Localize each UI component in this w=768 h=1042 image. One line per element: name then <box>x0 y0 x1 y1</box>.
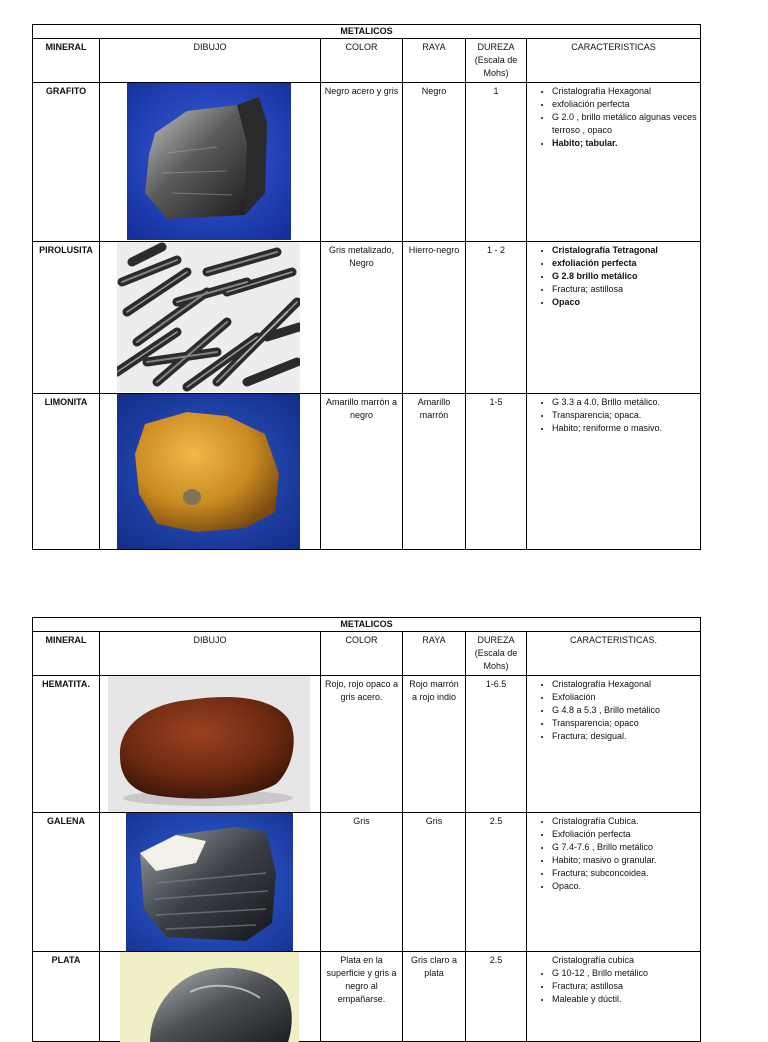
caracteristica-item: • Cristalografía Cubica. <box>552 815 697 828</box>
galena-photo <box>126 813 293 951</box>
mineral-raya: Negro <box>403 83 466 242</box>
table-row <box>33 676 701 813</box>
caracteristica-item: • Cristalografía Hexagonal <box>552 85 697 98</box>
caracteristica-item: • Cristalografía Hexagonal <box>552 678 697 691</box>
caracteristica-item: • G 2.8 brillo metálico <box>552 270 697 283</box>
header-raya: RAYA <box>403 632 466 676</box>
caracteristica-item: • Fractura; subconcoidea. <box>552 867 697 880</box>
caracteristica-item: • Habito; reniforme o masivo. <box>552 422 697 435</box>
mineral-caracteristicas <box>527 676 701 813</box>
mineral-raya: Amarillo marrón <box>403 394 466 550</box>
mineral-dureza: 2.5 <box>466 952 527 1042</box>
header-color: COLOR <box>321 632 403 676</box>
mineral-dureza: 1 - 2 <box>466 242 527 394</box>
pirolusita-photo <box>117 242 300 392</box>
mineral-name: GALENA <box>33 813 100 952</box>
caracteristica-item: • G 2.0 , brillo metálico algunas veces terroso , opaco <box>552 111 697 137</box>
mineral-dureza: 1 <box>466 83 527 242</box>
caracteristica-item: • Exfoliación perfecta <box>552 828 697 841</box>
mineral-color: Negro acero y gris <box>321 83 403 242</box>
grafito-photo <box>127 83 291 240</box>
caracteristica-item: • G 7.4-7.6 , Brillo metálico <box>552 841 697 854</box>
caracteristica-item: • Transparencia; opaca. <box>552 409 697 422</box>
limonita-photo <box>117 394 300 549</box>
caracteristica-item: • Exfoliación <box>552 691 697 704</box>
mineral-color: Plata en la superficie y gris a negro al empañarse. <box>321 952 403 1042</box>
header-raya: RAYA <box>403 39 466 83</box>
caracteristica-item: • G 3.3 a 4.0, Brillo metálico. <box>552 396 697 409</box>
caracteristica-item: • Fractura; astillosa <box>552 980 697 993</box>
plata-photo <box>120 952 299 1042</box>
caracteristica-item: • exfoliación perfecta <box>552 98 697 111</box>
hematita-photo <box>108 676 310 812</box>
header-dureza: DUREZA (Escala de Mohs) <box>466 632 527 676</box>
header-caracteristicas: CARACTERISTICAS <box>527 39 701 83</box>
mineral-dureza: 2.5 <box>466 813 527 952</box>
mineral-raya: Gris claro a plata <box>403 952 466 1042</box>
caracteristica-item: • Opaco <box>552 296 697 309</box>
caracteristica-item: • Opaco. <box>552 880 697 893</box>
table-row <box>33 952 701 1042</box>
mineral-caracteristicas <box>527 242 701 394</box>
caracteristica-item: • G 10-12 , Brillo metálico <box>552 967 697 980</box>
header-dibujo: DIBUJO <box>100 632 321 676</box>
caracteristica-item: Cristalografía cubica <box>552 955 635 965</box>
header-dureza: DUREZA (Escala de Mohs) <box>466 39 527 83</box>
mineral-color: Rojo, rojo opaco a gris acero. <box>321 676 403 813</box>
mineral-caracteristicas <box>527 394 701 550</box>
header-mineral: MINERAL <box>33 632 100 676</box>
mineral-caracteristicas <box>527 813 701 952</box>
header-caracteristicas: CARACTERISTICAS. <box>527 632 701 676</box>
mineral-raya: Gris <box>403 813 466 952</box>
header-mineral: MINERAL <box>33 39 100 83</box>
table-row <box>33 813 701 952</box>
caracteristica-item: • Habito; tabular. <box>552 137 697 150</box>
mineral-name: PIROLUSITA <box>33 242 100 394</box>
mineral-dureza: 1-5 <box>466 394 527 550</box>
table-row <box>33 394 701 550</box>
mineral-image-cell <box>100 242 321 394</box>
mineral-caracteristicas <box>527 83 701 242</box>
caracteristica-item: • Transparencia; opaco <box>552 717 697 730</box>
mineral-name: HEMATITA. <box>33 676 100 813</box>
mineral-name: GRAFITO <box>33 83 100 242</box>
caracteristica-item: • Maleable y dúctil. <box>552 993 697 1006</box>
mineral-raya: Rojo marrón a rojo indio <box>403 676 466 813</box>
table-title: METALICOS <box>33 618 701 632</box>
caracteristica-item: • Fractura; astillosa <box>552 283 697 296</box>
mineral-image-cell <box>100 676 321 813</box>
caracteristica-item: • G 4.8 a 5.3 , Brillo metálico <box>552 704 697 717</box>
mineral-image-cell <box>100 394 321 550</box>
mineral-image-cell <box>100 83 321 242</box>
caracteristica-item: • Fractura; desigual. <box>552 730 697 743</box>
header-dibujo: DIBUJO <box>100 39 321 83</box>
mineral-caracteristicas <box>527 952 701 1042</box>
mineral-color: Gris <box>321 813 403 952</box>
minerals-table-1 <box>32 24 701 550</box>
mineral-name: LIMONITA <box>33 394 100 550</box>
mineral-image-cell <box>100 952 321 1042</box>
table-title: METALICOS <box>33 25 701 39</box>
mineral-color: Amarillo marrón a negro <box>321 394 403 550</box>
header-color: COLOR <box>321 39 403 83</box>
mineral-dureza: 1-6.5 <box>466 676 527 813</box>
mineral-color: Gris metalizado, Negro <box>321 242 403 394</box>
caracteristica-item: • Cristalografía Tetragonal <box>552 244 697 257</box>
caracteristica-item: • exfoliación perfecta <box>552 257 697 270</box>
mineral-raya: Hierro-negro <box>403 242 466 394</box>
caracteristica-item: • Habito; masivo o granular. <box>552 854 697 867</box>
minerals-table-2 <box>32 617 701 1042</box>
table-row <box>33 83 701 242</box>
mineral-name: PLATA <box>33 952 100 1042</box>
table-row <box>33 242 701 394</box>
mineral-image-cell <box>100 813 321 952</box>
